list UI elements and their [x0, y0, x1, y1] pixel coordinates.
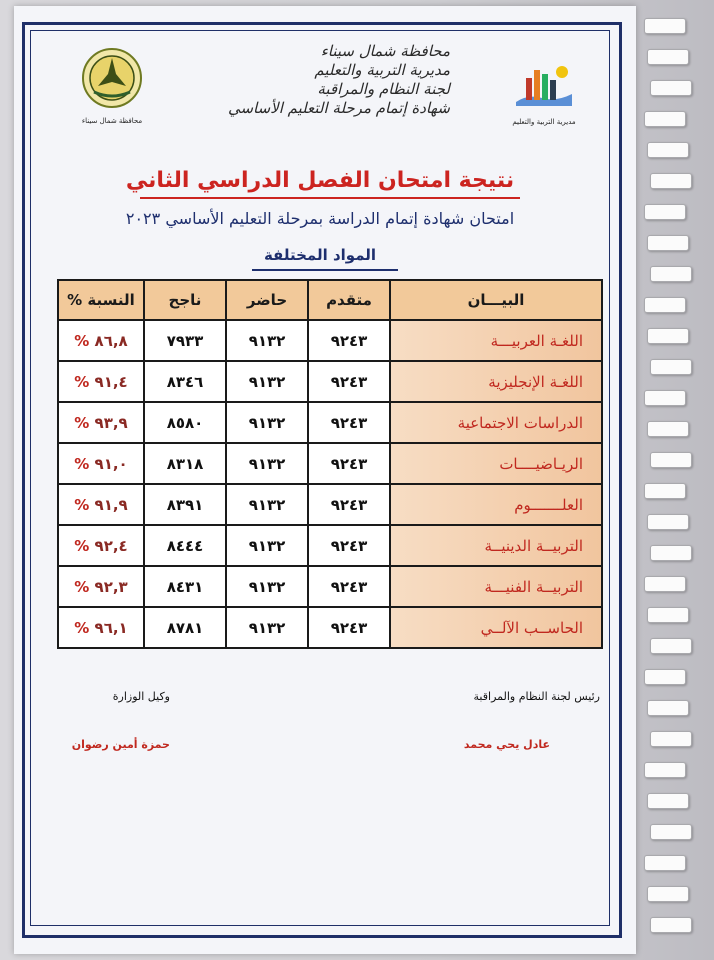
cell-passed: ٨٥٨٠	[144, 402, 226, 443]
header-line-committee: لجنة النظام والمراقبة	[317, 80, 450, 98]
spiral-ring	[647, 607, 689, 623]
table-row	[58, 566, 602, 607]
cell-subject: اللغـة العربيـــة	[390, 320, 602, 361]
cell-passed: ٧٩٣٣	[144, 320, 226, 361]
spiral-ring	[650, 266, 692, 282]
percent-value: ٩١,٤	[94, 372, 128, 391]
cell-applied: ٩٢٤٣	[308, 361, 390, 402]
percent-sign: %	[74, 618, 90, 637]
cell-applied: ٩٢٤٣	[308, 484, 390, 525]
header-percent: النسبة %	[58, 280, 144, 320]
header-line-governorate: محافظة شمال سيناء	[320, 42, 450, 60]
spiral-ring	[644, 204, 686, 220]
cell-percent	[58, 607, 144, 648]
spiral-ring	[650, 824, 692, 840]
cell-present: ٩١٣٢	[226, 484, 308, 525]
cell-subject: الحاســب الآلــي	[390, 607, 602, 648]
cell-present: ٩١٣٢	[226, 607, 308, 648]
table-row	[58, 525, 602, 566]
percent-sign: %	[74, 454, 90, 473]
table-row	[58, 402, 602, 443]
cell-applied: ٩٢٤٣	[308, 525, 390, 566]
header-line-certificate: شهادة إتمام مرحلة التعليم الأساسي	[227, 99, 450, 117]
percent-sign: %	[74, 413, 90, 432]
cell-passed: ٨٤٣١	[144, 566, 226, 607]
spiral-ring	[647, 700, 689, 716]
cell-present: ٩١٣٢	[226, 525, 308, 566]
spiral-ring	[644, 111, 686, 127]
spiral-ring	[650, 173, 692, 189]
table-row	[58, 484, 602, 525]
header-line-directorate: مديرية التربية والتعليم	[314, 61, 450, 79]
spiral-ring	[647, 235, 689, 251]
directorate-logo	[508, 58, 580, 118]
header-subject: البيـــان	[390, 280, 602, 320]
cell-present: ٩١٣٢	[226, 402, 308, 443]
cell-subject: الدراسات الاجتماعية	[390, 402, 602, 443]
spiral-ring	[647, 421, 689, 437]
table-header-row	[58, 280, 602, 320]
cell-subject: التربيــة الدينيــة	[390, 525, 602, 566]
cell-applied: ٩٢٤٣	[308, 443, 390, 484]
cell-passed: ٨٣٤٦	[144, 361, 226, 402]
header-applied: متقدم	[308, 280, 390, 320]
cell-percent	[58, 361, 144, 402]
percent-value: ٩٦,١	[94, 618, 128, 637]
spiral-ring	[647, 328, 689, 344]
spiral-ring	[650, 638, 692, 654]
cell-passed: ٨٣١٨	[144, 443, 226, 484]
cell-present: ٩١٣٢	[226, 566, 308, 607]
spiral-ring	[647, 142, 689, 158]
cell-subject: العلـــــــوم	[390, 484, 602, 525]
cell-applied: ٩٢٤٣	[308, 607, 390, 648]
section-label-underline	[252, 269, 398, 271]
cell-present: ٩١٣٢	[226, 443, 308, 484]
spiral-ring	[644, 390, 686, 406]
spiral-ring	[647, 49, 689, 65]
percent-value: ٩١,٠	[94, 454, 128, 473]
cell-present: ٩١٣٢	[226, 361, 308, 402]
signature-title-undersecretary: وكيل الوزارة	[112, 690, 170, 703]
spiral-ring	[644, 297, 686, 313]
spiral-ring	[647, 886, 689, 902]
spiral-ring	[644, 18, 686, 34]
percent-sign: %	[74, 372, 90, 391]
directorate-logo-caption: مديرية التربية والتعليم	[512, 118, 576, 126]
percent-sign: %	[74, 495, 90, 514]
page-subtitle: امتحان شهادة إتمام الدراسة بمرحلة التعليم الأساسي ٢٠٢٣	[125, 209, 515, 228]
signature-name-undersecretary: حمزة أمين رضوان	[71, 738, 170, 751]
cell-applied: ٩٢٤٣	[308, 320, 390, 361]
spiral-ring	[650, 545, 692, 561]
cell-applied: ٩٢٤٣	[308, 566, 390, 607]
spiral-ring	[650, 917, 692, 933]
signature-title-committee-head: رئيس لجنة النظام والمراقبة	[473, 690, 600, 703]
cell-applied: ٩٢٤٣	[308, 402, 390, 443]
spiral-ring	[647, 514, 689, 530]
results-table	[57, 279, 603, 649]
cell-percent	[58, 525, 144, 566]
spiral-ring	[644, 483, 686, 499]
percent-value: ٩١,٩	[94, 495, 128, 514]
page-title: نتيجة امتحان الفصل الدراسي الثاني	[125, 168, 515, 193]
spiral-ring	[650, 80, 692, 96]
spiral-ring	[650, 731, 692, 747]
cell-subject: التربيــة الفنيـــة	[390, 566, 602, 607]
cell-passed: ٨٣٩١	[144, 484, 226, 525]
table-row	[58, 361, 602, 402]
cell-percent	[58, 484, 144, 525]
cell-percent	[58, 402, 144, 443]
cell-percent	[58, 320, 144, 361]
governorate-logo-caption: محافظة شمال سيناء	[81, 117, 143, 125]
spiral-ring	[644, 576, 686, 592]
cell-subject: اللغـة الإنجليزية	[390, 361, 602, 402]
spiral-binding	[636, 0, 714, 960]
spiral-ring	[644, 855, 686, 871]
signature-name-committee-head: عادل يحي محمد	[463, 738, 550, 751]
cell-passed: ٨٧٨١	[144, 607, 226, 648]
percent-value: ٩٣,٩	[94, 413, 128, 432]
cell-percent	[58, 443, 144, 484]
spiral-ring	[650, 452, 692, 468]
spiral-ring	[644, 669, 686, 685]
cell-present: ٩١٣٢	[226, 320, 308, 361]
cell-passed: ٨٤٤٤	[144, 525, 226, 566]
percent-sign: %	[74, 331, 90, 350]
percent-value: ٩٢,٣	[94, 577, 128, 596]
spiral-ring	[647, 793, 689, 809]
percent-sign: %	[74, 536, 90, 555]
spiral-ring	[650, 359, 692, 375]
table-row	[58, 320, 602, 361]
percent-sign: %	[74, 577, 90, 596]
header-passed: ناجح	[144, 280, 226, 320]
cell-percent	[58, 566, 144, 607]
percent-value: ٩٢,٤	[94, 536, 128, 555]
table-row	[58, 607, 602, 648]
spiral-ring	[644, 762, 686, 778]
document-header	[190, 42, 450, 118]
section-label: المواد المختلفة	[263, 246, 377, 264]
governorate-logo	[80, 46, 144, 114]
percent-value: ٨٦,٨	[94, 331, 128, 350]
table-row	[58, 443, 602, 484]
cell-subject: الريـاضيــــات	[390, 443, 602, 484]
header-present: حاضر	[226, 280, 308, 320]
title-underline	[140, 197, 520, 199]
